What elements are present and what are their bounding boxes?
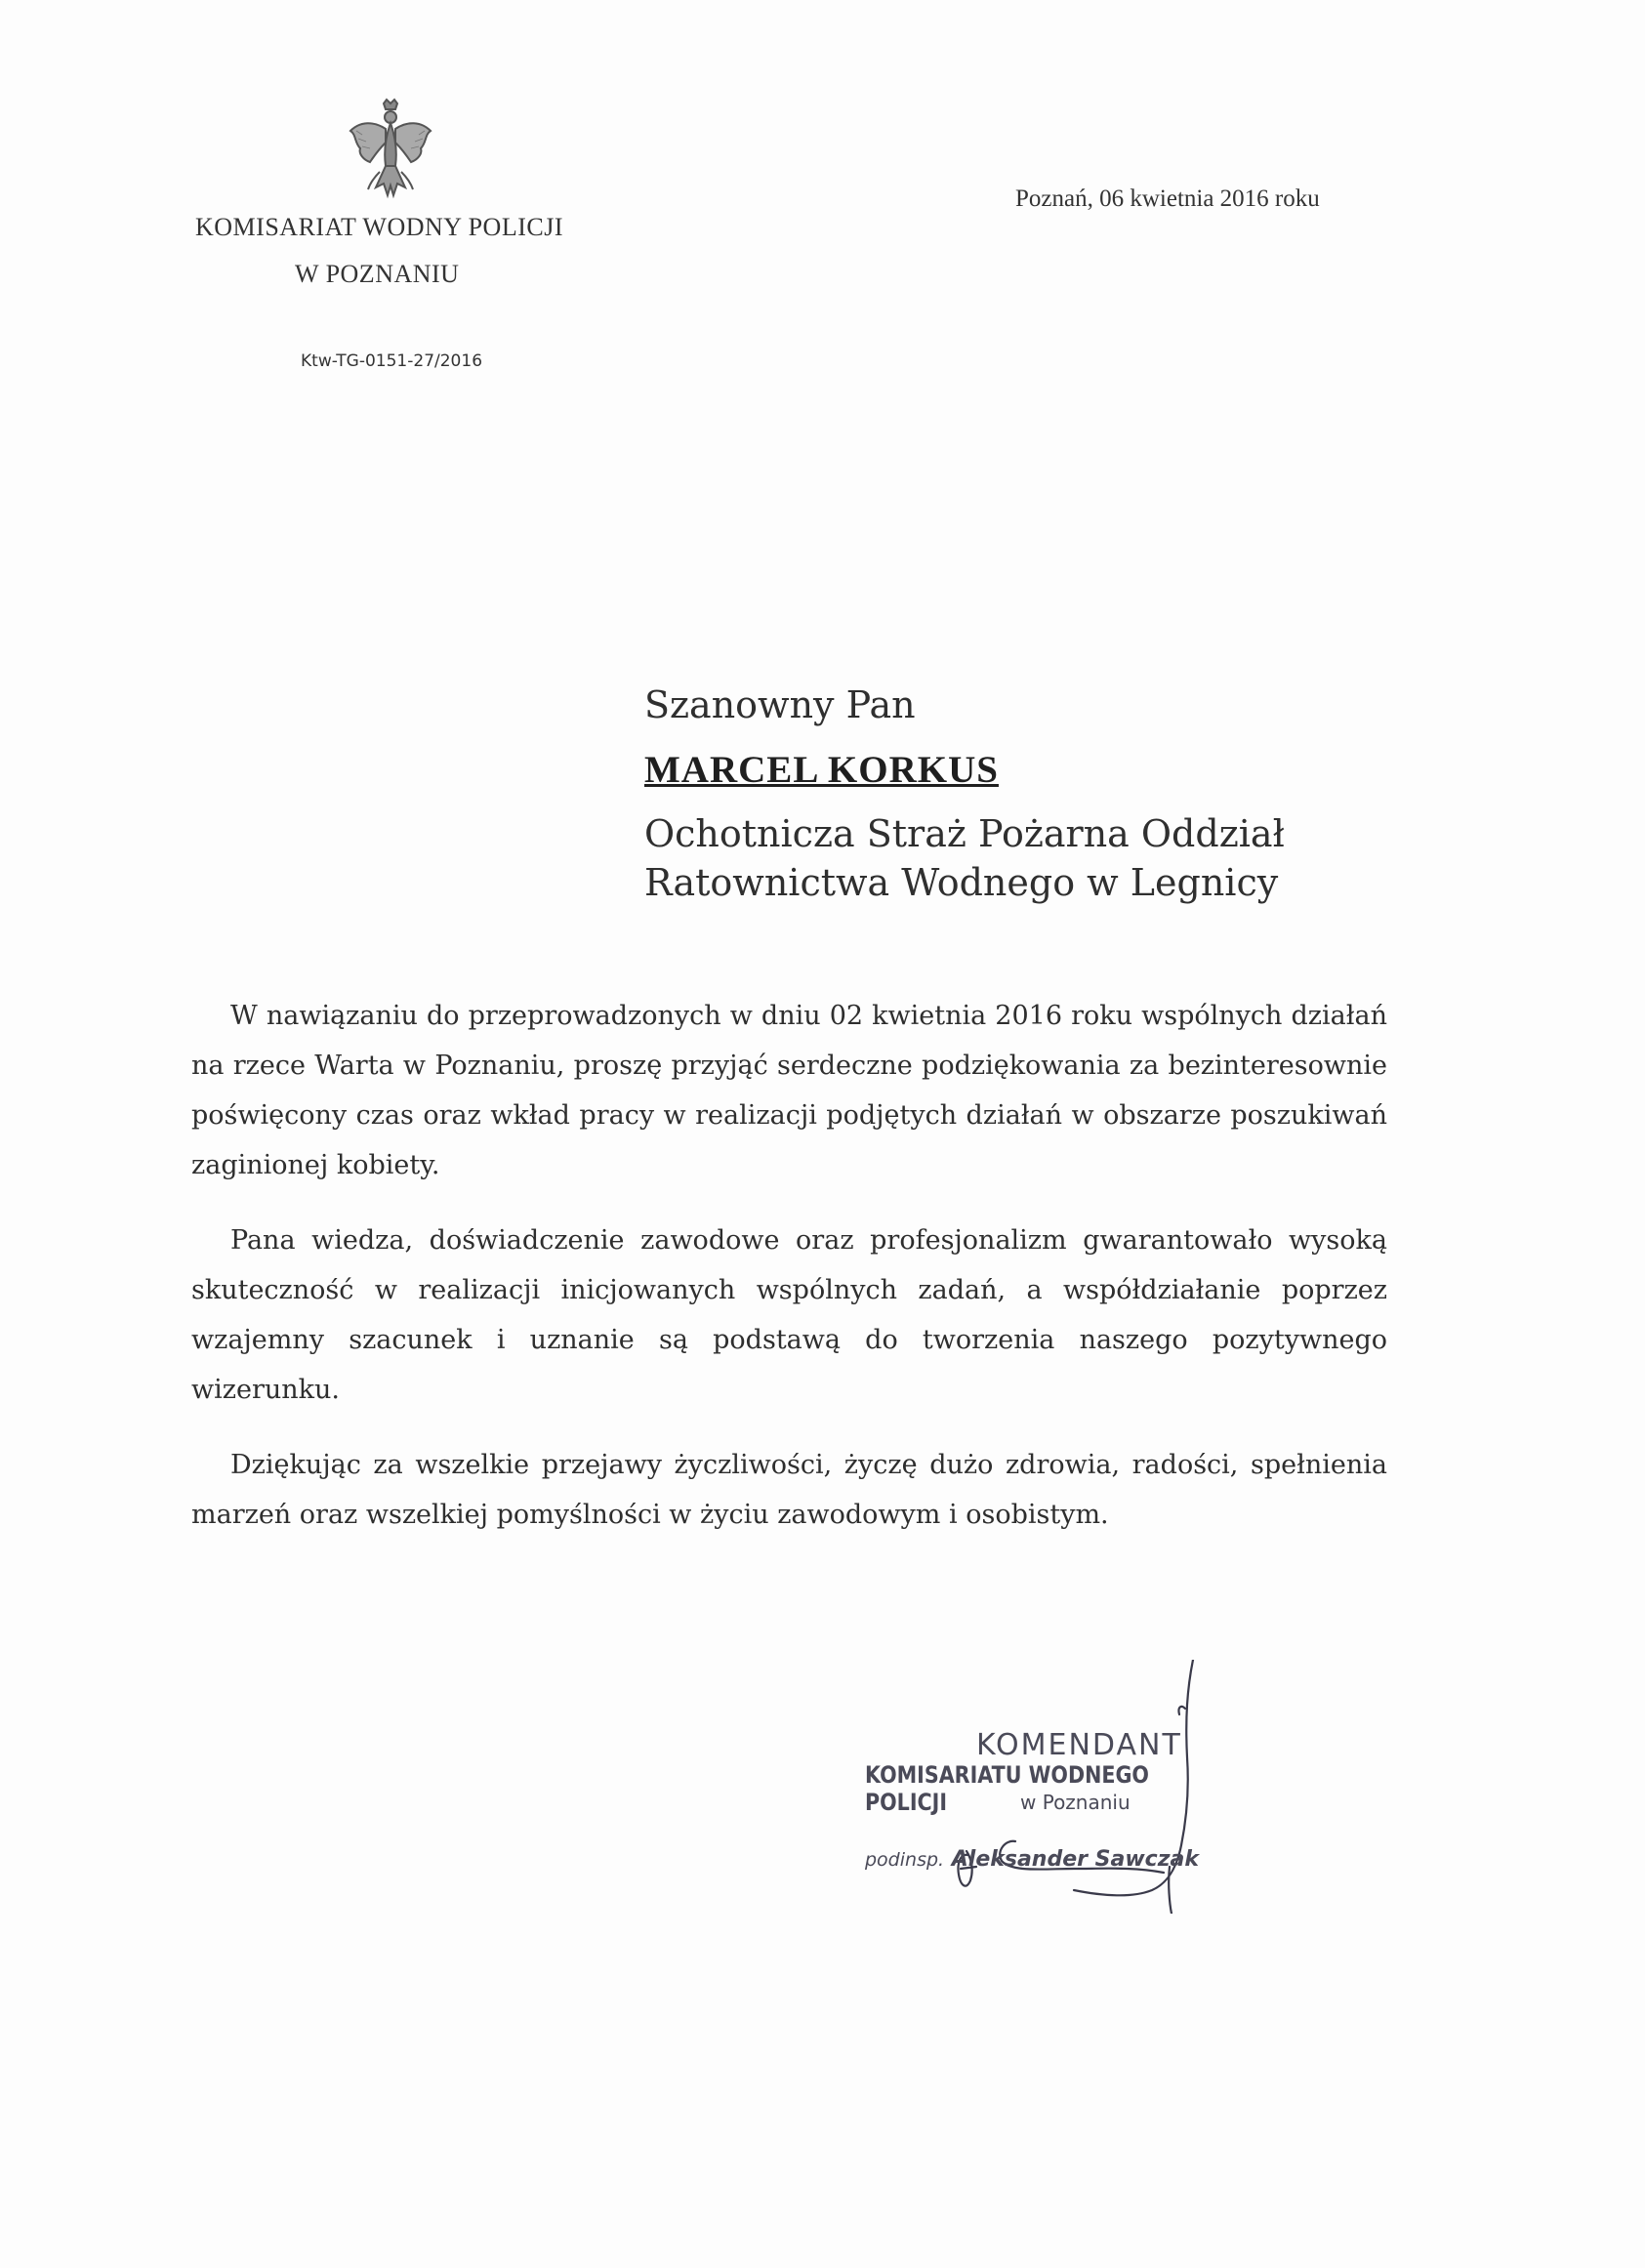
- recipient-institution: [644, 809, 1425, 907]
- signatory-name: [865, 1847, 1199, 1872]
- reference-number: Ktw-TG-0151-27/2016: [301, 351, 483, 371]
- signature-title: KOMENDANT: [976, 1728, 1182, 1762]
- body-paragraph: Dziękując za wszelkie przejawy życzliwości, życzę dużo zdrowia, radości, spełnienia marzeń oraz wszelkiej pomyślności w życiu zawodowym i osobistym.: [191, 1450, 1387, 1530]
- body-paragraph: Pana wiedza, doświadczenie zawodowe oraz profesjonalizm gwarantowało wysoką skuteczność w realizacji inicjowanych wspólnych zadań, a współdziałanie poprzez wzajemny szacunek i uznanie są podstawą do tworzenia naszego pozytywnego wizerunku.: [191, 1225, 1387, 1405]
- institution-line-2: Ratownictwa Wodnego w Legnicy: [644, 861, 1279, 904]
- signature-stamp: [859, 1660, 1289, 1914]
- organization-header: [195, 213, 605, 289]
- signatory-rank: podinsp.: [865, 1849, 945, 1871]
- salutation: Szanowny Pan: [644, 683, 916, 726]
- addressee-block: [644, 683, 1425, 907]
- document-date: Poznań, 06 kwietnia 2016 roku: [1015, 186, 1320, 212]
- body-paragraph: W nawiązaniu do przeprowadzonych w dniu 02 kwietnia 2016 roku wspólnych działań na rzece Warta w Poznaniu, proszę przyjąć serdeczne podziękowania za bezinteresownie poświęcony czas oraz wkład pracy w realizacji podjętych działań w obszarze poszukiwań zaginionej kobiety.: [191, 1001, 1387, 1180]
- organization-name: KOMISARIAT WODNY POLICJI: [195, 213, 563, 241]
- signature-city: w Poznaniu: [1020, 1791, 1131, 1814]
- polish-eagle-emblem-icon: [347, 98, 434, 205]
- organization-city: W POZNANIU: [295, 260, 460, 288]
- institution-line-1: Ochotnicza Straż Pożarna Oddział: [644, 812, 1285, 855]
- signatory-full-name: Aleksander Sawczak: [951, 1847, 1199, 1872]
- recipient-name: MARCEL KORKUS: [644, 749, 999, 791]
- signature-unit: KOMISARIATU WODNEGO POLICJI: [865, 1761, 1149, 1816]
- letter-body: [191, 991, 1387, 1565]
